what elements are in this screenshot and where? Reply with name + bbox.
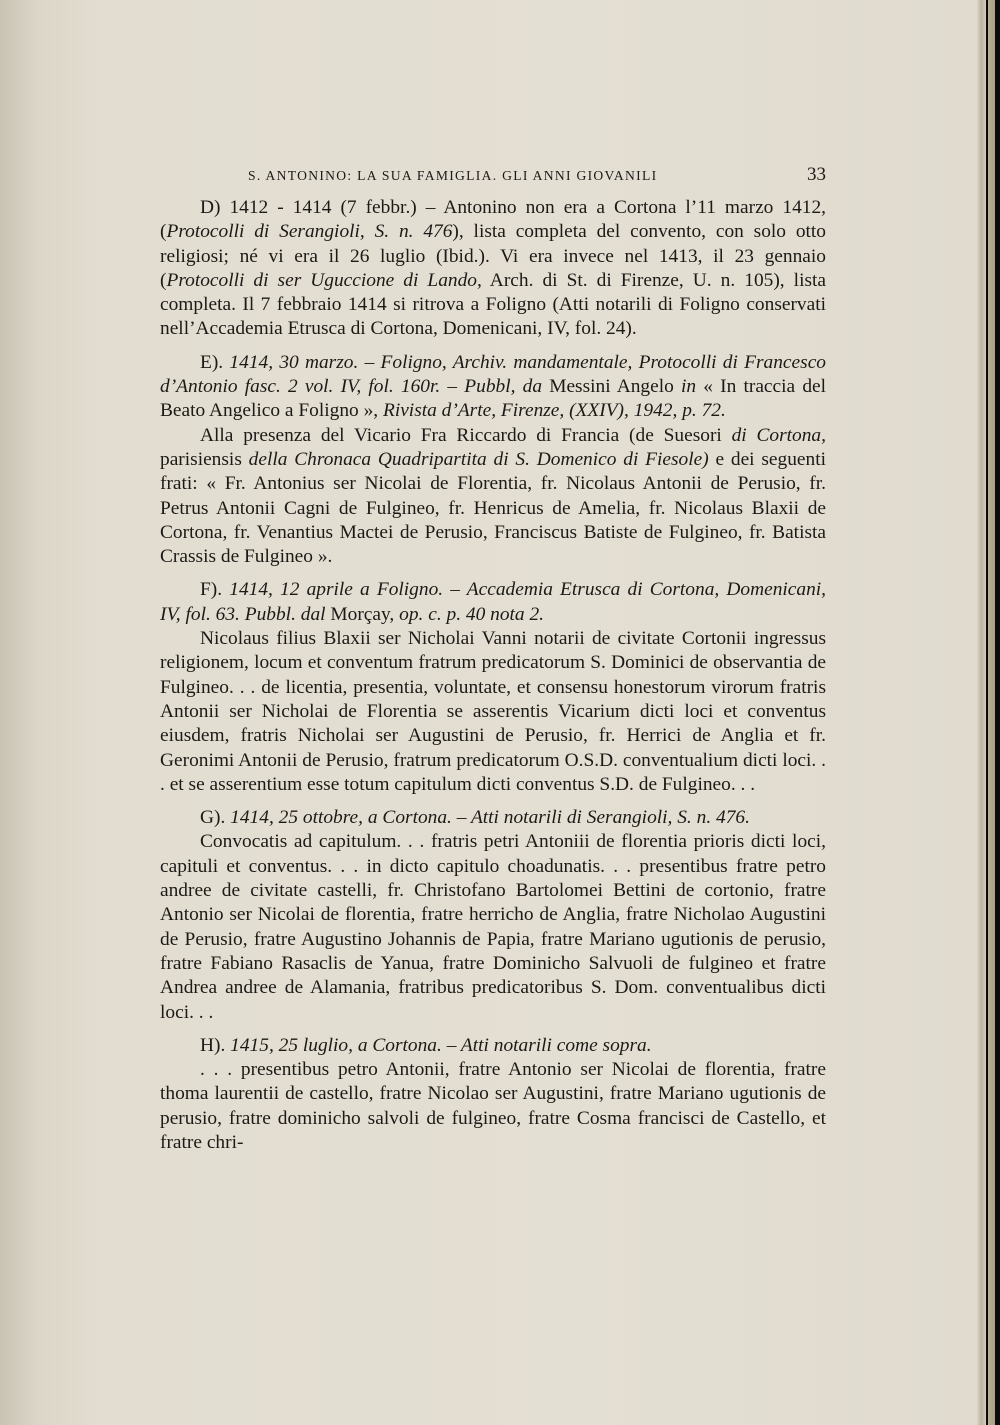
entry bbox=[160, 806, 826, 1025]
text-run: e dei seguenti frati: « Fr. Antonius ser Nicolai de Florentia, fr. Nicolaus Antonii de Perusio, fr. Petrus Antonii Cagni de Fulgineo, fr. Henricus de Amelia, fr. Nicolaus Blaxii de Cortona, fr. Venantius Mactei de Perusio, Franciscus Batiste de Fulgineo, fr. Batista Crassis de Fulgineo ». bbox=[160, 448, 826, 568]
entry-quote-paragraph bbox=[160, 830, 826, 1024]
text-run: Nicolaus filius Blaxii ser Nicholai Vanni notarii de civitate Cortonii ingressus religionem, locum et conventum fratrum predicatorum S. Dominici de observantia de Fulgineo. . . de licentia, presentia, voluntate, et consensu honestorum virorum fratris Antonii ser Nicholai de Florentia se asserentis Vicarium dicti loci et conventus eiusdem, fratris Nicholai ser Augustini de Perusio, fr. Herrici de Anglia et fr. Geronimi Antonii de Perusio, fratrum predicatorum O.S.D. conventualium dicti loci. . . et se asserentium esse totum capitulum dicti conventus S.D. de Fulgineo. . . bbox=[160, 628, 826, 795]
entry bbox=[160, 351, 826, 570]
entry-heading-paragraph bbox=[160, 351, 826, 424]
italic-text-run: Protocolli di Serangioli, S. n. 476 bbox=[166, 221, 453, 243]
entry-heading-paragraph bbox=[160, 578, 826, 627]
text-run: Messini Angelo bbox=[542, 376, 681, 398]
entry-quote-paragraph bbox=[160, 1058, 826, 1155]
text-run: Morçay, bbox=[325, 603, 400, 625]
text-run: E). bbox=[200, 351, 230, 373]
entry-heading-paragraph bbox=[160, 196, 826, 342]
italic-text-run: in bbox=[681, 376, 697, 398]
text-run: F). bbox=[200, 579, 230, 601]
entry bbox=[160, 196, 826, 342]
text-run: G). bbox=[200, 807, 231, 829]
text-run: Convocatis ad capitulum. . . fratris petri Antoniii de florentia prioris dicti loci, capituli et conventus. . . in dicto capitulo choadunatis. . . presentibus fratre petro andree de civitate castelli, fr. Christofano Bartolomei Bettini de cortonio, fratre Antonio ser Nicolai de florentia, fratre herricho de Anglia, fratre Nicholao Augustini de Perusio, fratre Augustino Johannis de Papia, fratre Mariano ugutionis de perusio, fratre Fabiano Rasaclis de Yanua, fratre Dominicho Salvuoli de fulgineo et fratre Andrea andree de Alamania, fratribus predicatoribus S. Dom. conventualibus dicti loci. . . bbox=[160, 831, 826, 1023]
italic-text-run: 1415, 25 luglio, a Cortona. – Atti notarili come sopra. bbox=[230, 1034, 652, 1056]
entry-heading-paragraph bbox=[160, 1034, 826, 1058]
entry-heading-paragraph bbox=[160, 806, 826, 830]
book-spine-edge bbox=[988, 0, 995, 1425]
running-title: S. ANTONINO: LA SUA FAMIGLIA. GLI ANNI GIOVANILI bbox=[248, 168, 658, 183]
text-run: D) 1412 - 1414 (7 febbr.) – Antonino non era a Cortona l’11 marzo 1412, ( bbox=[160, 197, 826, 243]
page-number: 33 bbox=[807, 164, 826, 185]
page-header bbox=[160, 158, 826, 196]
italic-text-run: Rivista d’Arte, Firenze, (XXIV), 1942, p. 72. bbox=[382, 400, 726, 422]
italic-text-run: 1414, 30 marzo. – Foligno, Archiv. mandamentale, Protocolli di Francesco d’Antonio fasc. 2 vol. IV, fol. 160r. – Pubbl, da bbox=[160, 351, 826, 398]
body-text bbox=[160, 196, 826, 1155]
entry-quote-paragraph bbox=[160, 627, 826, 797]
text-run: Alla presenza del Vicario Fra Riccardo di Francia (de Suesori bbox=[200, 424, 732, 446]
italic-text-run: 1414, 12 aprile a Foligno. – Accademia Etrusca di Cortona, Domenicani, IV, fol. 63. Pubbl. dal bbox=[160, 579, 827, 625]
text-run: . . . presentibus petro Antonii, fratre Antonio ser Nicolai de florentia, fratre thoma laurentii de castello, fratre Nicolao ser Augustini, fratre Mariano ugutionis de perusio, fratre dominicho salvoli de fulgineo, fratre Cosma francisci de Castello, et fratre chri- bbox=[160, 1059, 826, 1153]
text-run: ), lista completa del convento, con solo otto religiosi; né vi era il 26 luglio (Ibid.). Vi era invece nel 1413, il 23 gennaio ( bbox=[160, 221, 826, 291]
italic-text-run: della Chronaca Quadripartita di S. Domenico di Fiesole) bbox=[248, 448, 709, 470]
entry bbox=[160, 1034, 826, 1155]
text-run: H). bbox=[200, 1034, 231, 1056]
text-run: parisiensis bbox=[160, 448, 249, 470]
italic-text-run: op. c. p. 40 nota 2. bbox=[399, 603, 545, 625]
page-edge bbox=[977, 0, 986, 1425]
italic-text-run: 1414, 25 ottobre, a Cortona. – Atti notarili di Serangioli, S. n. 476. bbox=[230, 807, 750, 829]
text-run: « In traccia del Beato Angelico a Foligno », bbox=[160, 376, 827, 422]
entry bbox=[160, 578, 826, 797]
italic-text-run: di Cortona, bbox=[731, 424, 826, 446]
italic-text-run: Protocolli di ser Uguccione di Lando, bbox=[166, 269, 482, 291]
entry-quote-paragraph bbox=[160, 424, 826, 570]
page-text-block bbox=[160, 158, 826, 1164]
text-run: Arch. di St. di Firenze, U. n. 105), lista completa. Il 7 febbraio 1414 si ritrova a Foligno (Atti notarili di Foligno conservati nell’Accademia Etrusca di Cortona, Domenicani, IV, fol. 24). bbox=[160, 269, 826, 340]
